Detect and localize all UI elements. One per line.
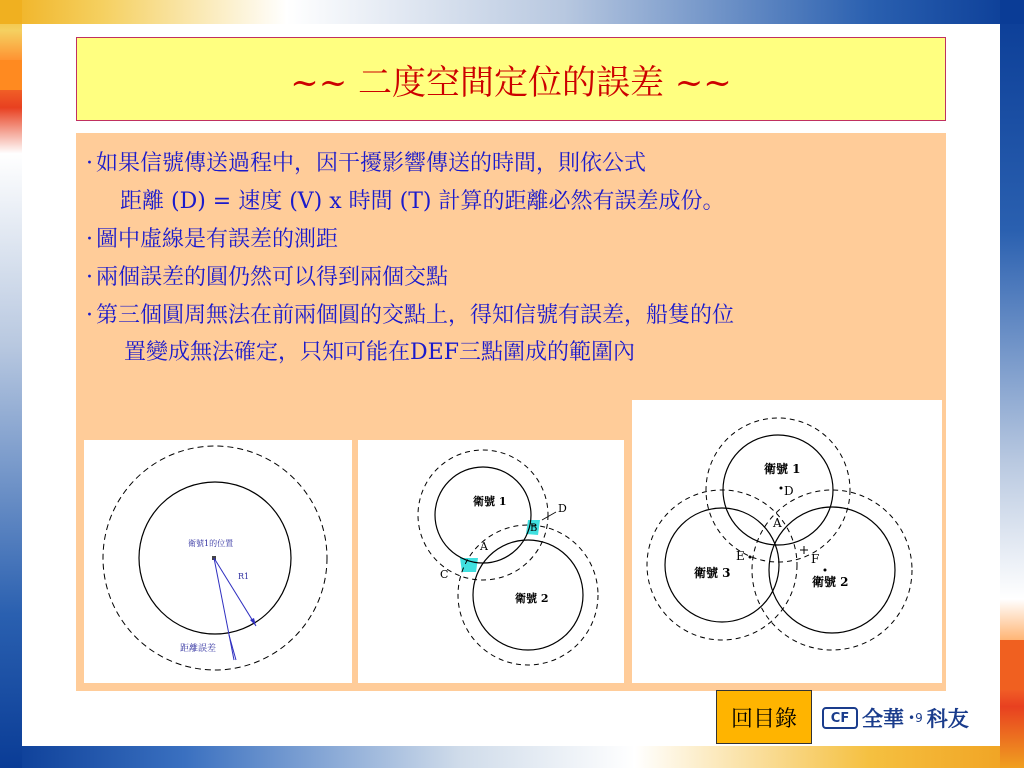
- error-circle-3: [647, 490, 797, 640]
- satellite-1-label: 衛號 1: [764, 462, 801, 476]
- page-title: ~~ 二度空間定位的誤差 ~~: [290, 62, 732, 103]
- publisher-logo: [822, 700, 969, 736]
- corner-decoration: [0, 0, 22, 24]
- point-d-label: D: [558, 502, 567, 515]
- point-f-label: F: [811, 552, 820, 566]
- bullet-mark: ·: [86, 265, 93, 290]
- point-e-label: E: [736, 549, 745, 563]
- corner-decoration: [0, 60, 22, 90]
- point-d-label: D: [784, 484, 794, 498]
- point-e-marker: [749, 556, 752, 559]
- frame-bottom-band: [0, 746, 1024, 768]
- range-circle-3: [665, 508, 779, 622]
- error-label: 距離誤差: [180, 644, 217, 654]
- logo-name-1: 全華: [862, 707, 904, 731]
- logo-separator: •9: [908, 711, 923, 725]
- bullet-list: [86, 145, 936, 371]
- point-d-marker: [780, 487, 783, 490]
- bullet-mark: ·: [86, 303, 93, 328]
- d-pointer: [542, 512, 556, 520]
- error-circle-2: [752, 490, 912, 650]
- list-item: [86, 297, 936, 371]
- logo-mark-icon: CF: [822, 707, 858, 729]
- list-item: [86, 221, 936, 259]
- satellite-1-label: 衛號 1: [473, 495, 507, 508]
- point-a-label: A: [773, 516, 782, 530]
- radius-label: R1: [238, 572, 250, 581]
- satellite-3-label: 衛號 3: [694, 566, 731, 580]
- point-f-marker: [824, 569, 827, 572]
- satellite-2-label: 衛號 2: [515, 592, 549, 605]
- satellite-label: 衛號1的位置: [188, 539, 234, 548]
- diagram-two-satellites: [358, 440, 624, 683]
- diagram-single-satellite: [84, 440, 352, 683]
- corner-decoration: [1000, 0, 1024, 24]
- bullet-text: 兩個誤差的圓仍然可以得到兩個交點: [96, 265, 449, 290]
- error-marker: [229, 635, 236, 660]
- bullet-text: 第三個圓周無法在前兩個圓的交點上，得知信號有誤差，船隻的位: [96, 303, 735, 328]
- corner-decoration: [1000, 640, 1024, 690]
- back-to-contents-button[interactable]: 回目錄: [716, 690, 812, 744]
- point-b-label: B: [530, 523, 538, 534]
- satellite-2-label: 衛號 2: [812, 575, 849, 589]
- logo-name-2: 科友: [926, 707, 969, 731]
- bullet-text: 圖中虛線是有誤差的測距: [96, 227, 339, 252]
- frame-left-band: [0, 0, 22, 768]
- bullet-text: 距離 (D) = 速度 (V) x 時間 (T) 計算的距離必然有誤差成份。: [120, 189, 725, 214]
- bullet-text-continuation: 置變成無法確定，只知可能在DEF三點圍成的範圍內: [124, 340, 635, 365]
- list-item: [86, 259, 936, 297]
- bullet-text: 如果信號傳送過程中，因干擾影響傳送的時間，則依公式: [96, 151, 647, 176]
- range-circle-2: [769, 507, 895, 633]
- diagram-three-satellites: [632, 400, 942, 683]
- title-box: [76, 37, 946, 121]
- bullet-mark: ·: [86, 151, 93, 176]
- bullet-mark: ·: [86, 227, 93, 252]
- list-item: [86, 145, 936, 183]
- error-circle-1: [418, 450, 548, 580]
- list-item: [86, 183, 936, 221]
- point-c-label: C: [440, 568, 449, 581]
- frame-top-band: [0, 0, 1024, 24]
- point-a-label: A: [480, 540, 488, 553]
